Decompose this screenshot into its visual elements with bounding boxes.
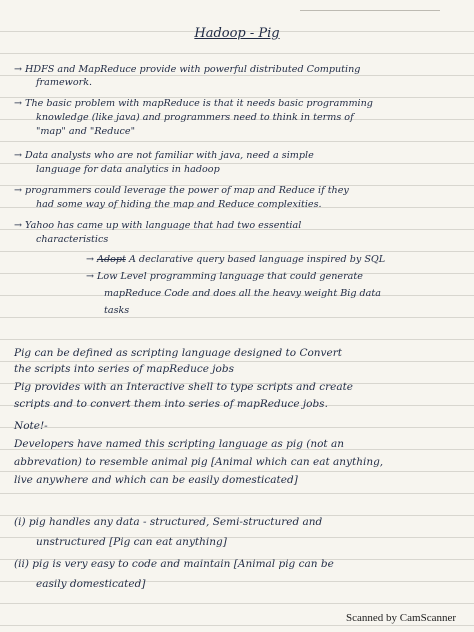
point-line: unstructured [Pig can eat anything] [36,536,227,548]
paragraph-line: scripts and to convert them into series of mapReduce jobs. [14,398,328,410]
bullet-line: knowledge (like java) and programmers need to think in terms of [36,112,354,123]
note-line: Developers have named this scripting language as pig (not an [14,438,345,450]
arrow-icon: → [14,220,23,231]
arrow-icon: → [86,271,95,282]
bullet-line: → programmers could leverage the power of map and Reduce if they [14,185,349,196]
note-label: Note!- [14,420,48,432]
point-line: easily domesticated] [36,578,146,590]
point-line: (ii) pig is very easy to code and maintain [Animal pig can be [14,558,334,570]
arrow-icon: → [14,185,23,196]
note-line: abbrevation) to resemble animal pig [Animal which can eat anything, [14,456,384,468]
bullet-line: → The basic problem with mapReduce is that it needs basic programming [14,98,373,109]
sub-bullet-line: → Adopt A declarative query based language inspired by SQL [86,254,386,265]
bullet-line: characteristics [36,234,109,245]
sub-bullet-line: → Low Level programming language that could generate [86,271,363,282]
arrow-icon: → [14,150,23,161]
arrow-icon: → [14,64,23,75]
paragraph-line: Pig can be defined as scripting language designed to Convert [14,347,342,359]
paragraph-line: the scripts into series of mapReduce jobs [14,363,234,375]
header-rule [300,10,440,11]
bullet-line: framework. [36,77,93,88]
bullet-line: had some way of hiding the map and Reduce complexities. [36,199,322,210]
note-line: live anywhere and which can be easily domesticated] [14,474,298,486]
point-line: (i) pig handles any data - structured, Semi-structured and [14,516,323,528]
bullet-line: language for data analytics in hadoop [36,164,220,175]
scanner-watermark: Scanned by CamScanner [346,612,456,624]
arrow-icon: → [14,98,23,109]
paragraph-line: Pig provides with an Interactive shell to type scripts and create [14,381,354,393]
bullet-line: "map" and "Reduce" [36,126,136,137]
page-title: Hadoop - Pig [194,26,280,41]
sub-bullet-line: tasks [104,305,130,316]
arrow-icon: → [86,254,95,265]
bullet-line: → HDFS and MapReduce provide with powerful distributed Computing [14,64,361,75]
bullet-line: → Yahoo has came up with language that had two essential [14,220,302,231]
bullet-line: → Data analysts who are not familiar with java, need a simple [14,150,314,161]
sub-bullet-line: mapReduce Code and does all the heavy weight Big data [104,288,381,299]
